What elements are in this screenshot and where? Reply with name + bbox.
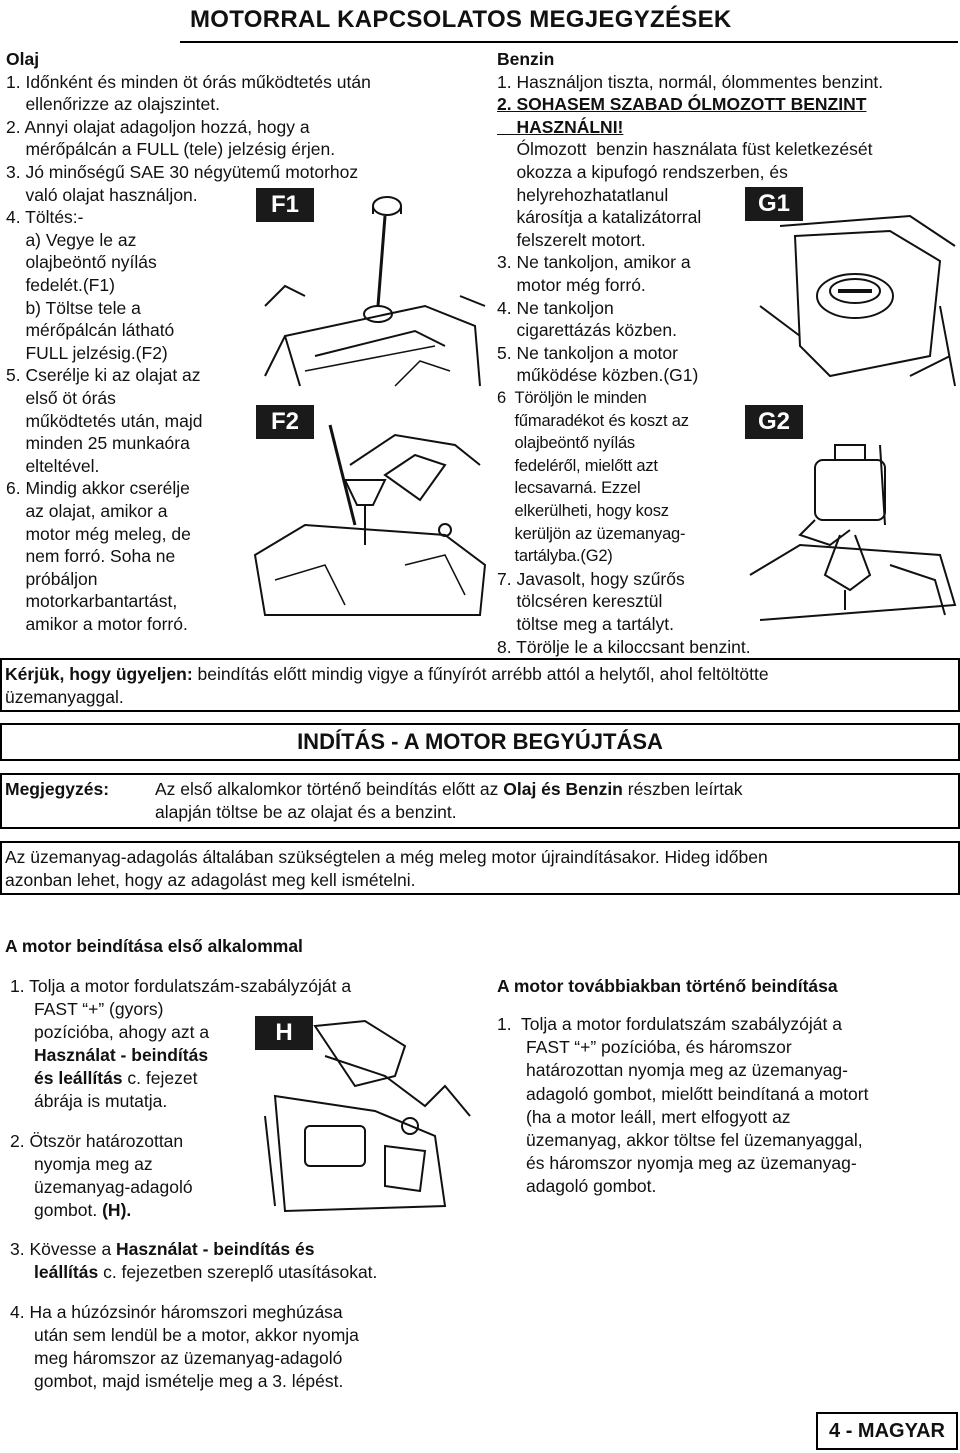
fuel-heading: Benzin bbox=[497, 49, 555, 69]
oil-line: amikor a motor forró. bbox=[6, 613, 188, 634]
page-title: MOTORRAL KAPCSOLATOS MEGJEGYZÉSEK bbox=[190, 6, 732, 33]
figure-g1-illustration bbox=[740, 186, 960, 401]
fs4-line-4: gombot, majd ismételje meg a 3. lépést. bbox=[34, 1371, 344, 1391]
note-text-1c: részben leírtak bbox=[622, 779, 743, 799]
figure-f1-label: F1 bbox=[256, 188, 314, 222]
oil-line: nem forró. Soha ne bbox=[6, 546, 176, 567]
later-line: FAST “+” pozícióba, és háromszor bbox=[526, 1037, 792, 1058]
fuel-line: elkerülheti, hogy kosz bbox=[497, 501, 669, 520]
fs4-line-2: után sem lendül be a motor, akkor nyomja bbox=[34, 1325, 359, 1345]
fs3-text: 3. Kövesse a bbox=[10, 1239, 117, 1259]
fuel-line: tölcséren keresztül bbox=[497, 591, 663, 612]
fuel-line: fűmaradékot és koszt az bbox=[497, 411, 689, 430]
fuel-line: helyrehozhatatlanul bbox=[497, 184, 669, 205]
later-line: 1. Tolja a motor fordulatszám szabályzóját a bbox=[497, 1014, 842, 1034]
fuel-line: lecsavarná. Ezzel bbox=[497, 479, 641, 498]
fuel-line: Ólmozott benzin használata füst keletkezését bbox=[497, 139, 873, 160]
figure-g2-illustration bbox=[740, 405, 960, 625]
figure-g2-label: G2 bbox=[745, 405, 803, 439]
info-line-1: Az üzemanyag-adagolás általában szükségtelen a még meleg motor újraindításakor. Hideg időben bbox=[5, 847, 768, 867]
fs4-line-1: 4. Ha a húzózsinór háromszori meghúzása bbox=[10, 1302, 343, 1322]
fs4-line-3: meg háromszor az üzemanyag-adagoló bbox=[34, 1348, 343, 1368]
fs3-bold: Használat - beindítás és bbox=[116, 1239, 315, 1259]
fuel-line: 5. Ne tankoljon a motor bbox=[497, 342, 678, 363]
note-text-1a: Az első alkalomkor történő beindítás előtt az bbox=[155, 779, 504, 799]
fs1-line-2: FAST “+” (gyors) bbox=[34, 999, 164, 1019]
fs2-line-3: üzemanyag-adagoló bbox=[34, 1177, 193, 1197]
fs3-rest: c. fejezetben szereplő utasításokat. bbox=[98, 1262, 378, 1282]
oil-line: 1. Időnként és minden öt órás működtetés után bbox=[6, 71, 371, 92]
later-line: adagoló gombot. bbox=[526, 1176, 657, 1197]
oil-heading: Olaj bbox=[6, 49, 40, 69]
fuel-line: 3. Ne tankoljon, amikor a bbox=[497, 252, 691, 273]
later-line: üzemanyag, akkor töltse fel üzemanyaggal, bbox=[526, 1130, 863, 1150]
later-start-heading: A motor továbbiakban történő beindítása bbox=[497, 976, 838, 996]
figure-f2-label: F2 bbox=[256, 405, 314, 439]
note-label: Megjegyzés: bbox=[5, 779, 110, 799]
oil-line: 5. Cserélje ki az olajat az bbox=[6, 365, 201, 386]
fuel-line: töltse meg a tartályt. bbox=[497, 613, 675, 634]
oil-line: az olajat, amikor a bbox=[6, 500, 168, 521]
fs1-line-4: Használat - beindítás bbox=[34, 1045, 209, 1065]
notice-label: Kérjük, hogy ügyeljen: bbox=[5, 664, 193, 684]
fuel-line: tartályba.(G2) bbox=[497, 547, 613, 566]
note-line-1 bbox=[155, 778, 743, 800]
fuel-line: 8. Törölje le a kiloccsant benzint. bbox=[497, 636, 751, 657]
oil-line: FULL jelzésig.(F2) bbox=[6, 342, 168, 363]
oil-line: próbáljon bbox=[6, 568, 98, 589]
fs3-line-1 bbox=[10, 1238, 314, 1260]
notice-text-2: üzemanyaggal. bbox=[5, 687, 124, 707]
oil-line: 4. Töltés:- bbox=[6, 207, 84, 228]
fuel-line: 7. Javasolt, hogy szűrős bbox=[497, 568, 685, 589]
fuel-line: 1. Használjon tiszta, normál, ólommentes benzint. bbox=[497, 71, 884, 92]
fs1-line-6: ábrája is mutatja. bbox=[34, 1091, 168, 1111]
oil-line: fedelét.(F1) bbox=[6, 274, 115, 295]
oil-line: motorkarbantartást, bbox=[6, 591, 178, 612]
fs3-bold-2: leállítás bbox=[34, 1262, 99, 1282]
fs1-line-1: 1. Tolja a motor fordulatszám-szabályzóját a bbox=[10, 976, 352, 996]
notice-text-1: beindítás előtt mindig vigye a fűnyírót arrébb attól a helytől, ahol feltöltötte bbox=[192, 664, 769, 684]
oil-line: 6. Mindig akkor cserélje bbox=[6, 478, 190, 499]
oil-line: 2. Annyi olajat adagoljon hozzá, hogy a bbox=[6, 116, 310, 137]
page-number: 4 - MAGYAR bbox=[816, 1412, 958, 1450]
notice-line-1 bbox=[5, 663, 769, 685]
note-line-2: alapján töltse be az olajat és a benzint. bbox=[155, 802, 457, 822]
fuel-line: 4. Ne tankoljon bbox=[497, 297, 614, 318]
fs2-line-4 bbox=[34, 1199, 131, 1221]
fuel-line: fedeléről, mielőtt azt bbox=[497, 456, 658, 475]
fuel-line: HASZNÁLNI! bbox=[497, 116, 624, 137]
note-text-1b: Olaj és Benzin bbox=[503, 779, 623, 799]
fs2-line-2: nyomja meg az bbox=[34, 1154, 153, 1174]
later-line: adagoló gombot, mielőtt beindítaná a motort bbox=[526, 1083, 869, 1104]
oil-line: mérőpálcán a FULL (tele) jelzésig érjen. bbox=[6, 139, 336, 160]
later-line: és háromszor nyomja meg az üzemanyag- bbox=[526, 1153, 857, 1174]
first-start-heading: A motor beindítása első alkalommal bbox=[5, 936, 303, 956]
oil-line: minden 25 munkaóra bbox=[6, 433, 190, 454]
fuel-line: cigarettázás közben. bbox=[497, 320, 677, 341]
fs2-line-1: 2. Ötször határozottan bbox=[10, 1131, 184, 1151]
later-line: (ha a motor leáll, mert elfogyott az bbox=[526, 1106, 791, 1127]
oil-line: olajbeöntő nyílás bbox=[6, 252, 157, 273]
fuel-line: működése közben.(G1) bbox=[497, 365, 699, 386]
fs3-line-2 bbox=[34, 1261, 377, 1283]
fuel-line: olajbeöntő nyílás bbox=[497, 434, 635, 453]
figure-h-illustration bbox=[245, 1016, 475, 1216]
oil-line: mérőpálcán látható bbox=[6, 320, 175, 341]
fuel-line: károsítja a katalizátorral bbox=[497, 207, 702, 228]
oil-line: 3. Jó minőségű SAE 30 négyütemű motorhoz bbox=[6, 161, 359, 182]
oil-line: b) Töltse tele a bbox=[6, 297, 141, 318]
figure-g1-label: G1 bbox=[745, 187, 803, 221]
oil-line: elteltével. bbox=[6, 455, 100, 476]
section-title: INDÍTÁS - A MOTOR BEGYÚJTÁSA bbox=[297, 729, 663, 754]
fs1-rest: c. fejezet bbox=[122, 1068, 198, 1088]
oil-line: a) Vegye le az bbox=[6, 229, 137, 250]
oil-line: ellenőrizze az olajszintet. bbox=[6, 94, 220, 115]
figure-h-label: H bbox=[255, 1016, 313, 1050]
fs2-text: gombot. bbox=[34, 1200, 103, 1220]
fs1-line-3: pozícióba, ahogy azt a bbox=[34, 1022, 210, 1042]
fs1-bold: és leállítás bbox=[34, 1068, 123, 1088]
oil-line: motor még meleg, de bbox=[6, 523, 191, 544]
fuel-line: 2. SOHASEM SZABAD ÓLMOZOTT BENZINT bbox=[497, 94, 867, 115]
fuel-line: okozza a kipufogó rendszerben, és bbox=[497, 161, 788, 182]
oil-line: működtetés után, majd bbox=[6, 410, 203, 431]
oil-line: való olajat használjon. bbox=[6, 184, 198, 205]
fuel-line: 6 Töröljön le minden bbox=[497, 388, 647, 407]
fuel-line: motor még forró. bbox=[497, 274, 646, 295]
later-line: határozottan nyomja meg az üzemanyag- bbox=[526, 1060, 848, 1081]
figure-f1-illustration bbox=[245, 186, 490, 406]
fuel-line: kerüljön az üzemanyag- bbox=[497, 524, 686, 543]
fs1-line-5 bbox=[34, 1067, 197, 1089]
fs2-ref: (H). bbox=[102, 1200, 132, 1220]
figure-f2-illustration bbox=[245, 405, 490, 625]
info-line-2: azonban lehet, hogy az adagolást meg kell ismételni. bbox=[5, 870, 416, 890]
oil-line: első öt órás bbox=[6, 387, 116, 408]
fuel-line: felszerelt motort. bbox=[497, 229, 646, 250]
